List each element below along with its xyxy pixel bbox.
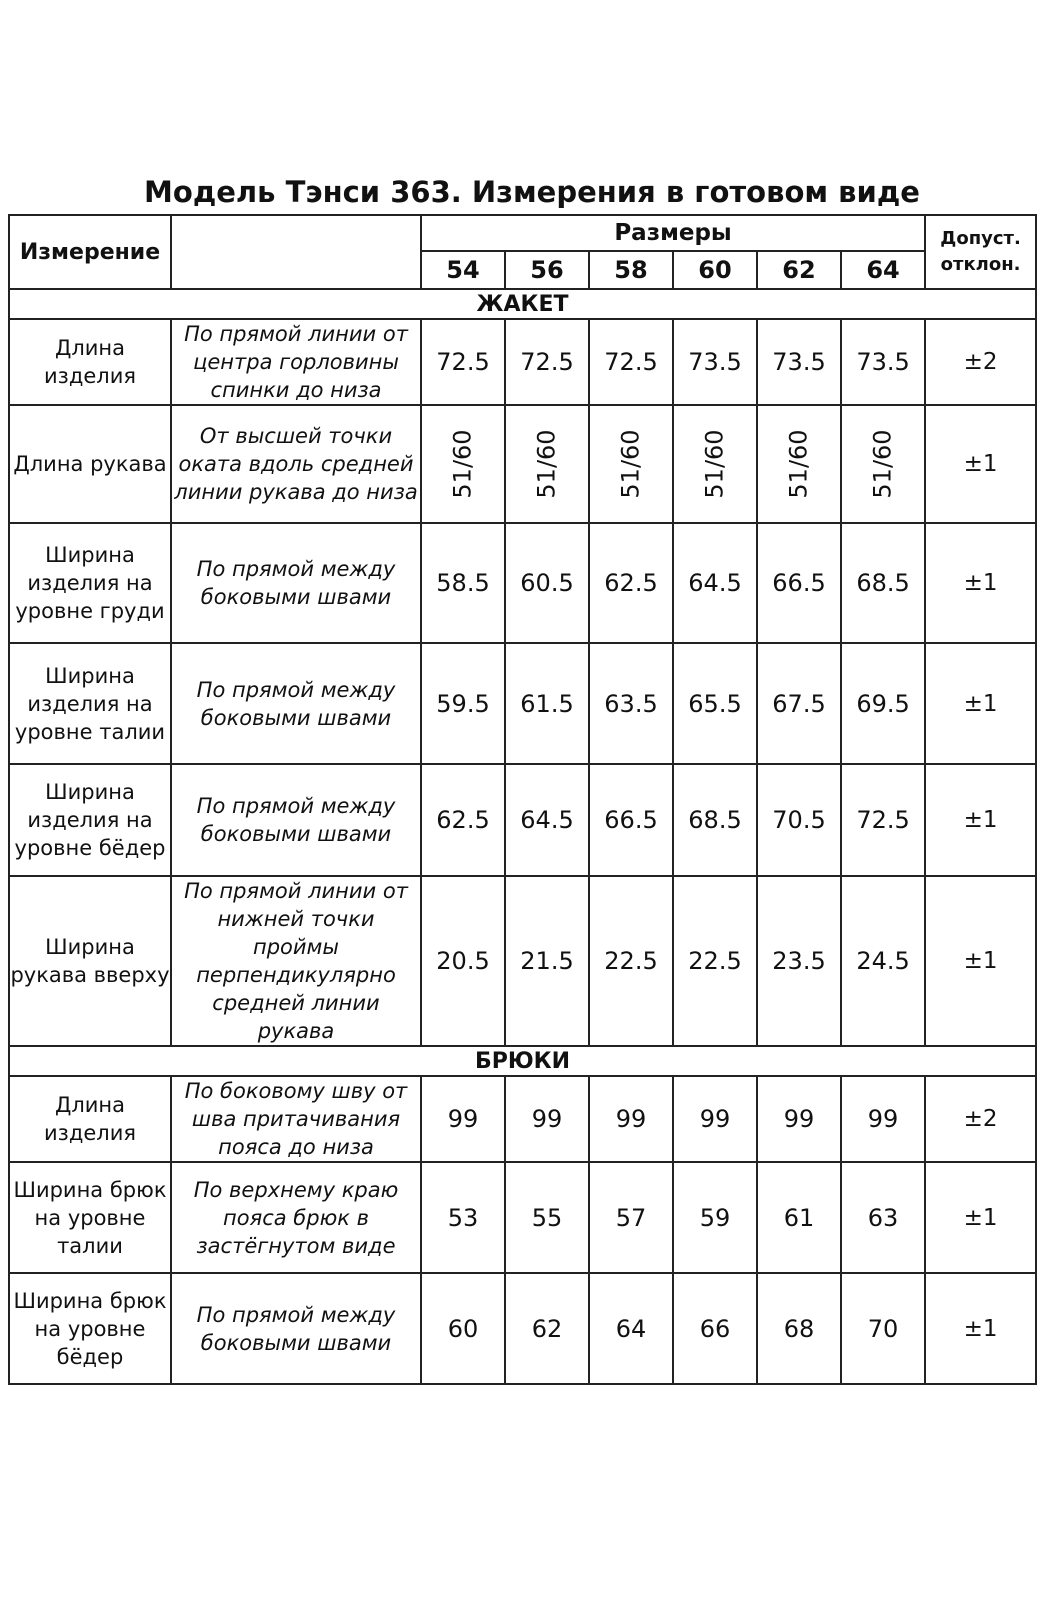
- value-cell: 66.5: [589, 764, 673, 876]
- table-row: [9, 319, 1036, 405]
- size-header: 54: [421, 251, 505, 289]
- value-cell: 55: [505, 1162, 589, 1273]
- value-cell: 59: [673, 1162, 757, 1273]
- value-cell: 58.5: [421, 523, 505, 643]
- value-text: 51/60: [784, 429, 813, 499]
- value-cell: 73.5: [841, 319, 925, 405]
- value-cell: 66.5: [757, 523, 841, 643]
- measure-description: По прямой между боковыми швами: [171, 523, 421, 643]
- value-cell: 61: [757, 1162, 841, 1273]
- tolerance-cell: ±1: [925, 1273, 1036, 1384]
- table-body: [9, 215, 1036, 1384]
- value-cell: 72.5: [589, 319, 673, 405]
- measure-name: Ширина изделия на уровне груди: [9, 523, 171, 643]
- value-cell: 64.5: [673, 523, 757, 643]
- size-header: 62: [757, 251, 841, 289]
- tolerance-cell: ±1: [925, 1162, 1036, 1273]
- value-cell: 69.5: [841, 643, 925, 764]
- size-header: 64: [841, 251, 925, 289]
- section-title: БРЮКИ: [9, 1046, 1036, 1076]
- value-cell: 59.5: [421, 643, 505, 764]
- measure-description: По прямой между боковыми швами: [171, 764, 421, 876]
- table-row: [9, 1076, 1036, 1162]
- value-cell: 64: [589, 1273, 673, 1384]
- measure-description: По боковому шву от шва притачивания пояса до низа: [171, 1076, 421, 1162]
- value-cell: [841, 405, 925, 523]
- measure-description: По прямой между боковыми швами: [171, 643, 421, 764]
- value-cell: 23.5: [757, 876, 841, 1046]
- measurements-table: [8, 214, 1037, 1385]
- value-cell: 70: [841, 1273, 925, 1384]
- page-title: Модель Тэнси 363. Измерения в готовом виде: [144, 175, 920, 209]
- tolerance-cell: ±1: [925, 764, 1036, 876]
- value-text: 51/60: [532, 429, 561, 499]
- measure-description: По верхнему краю пояса брюк в застёгнутом виде: [171, 1162, 421, 1273]
- section-title: ЖАКЕТ: [9, 289, 1036, 319]
- measure-header: Измерение: [9, 215, 171, 289]
- table-row: [9, 1162, 1036, 1273]
- value-text: 51/60: [448, 429, 477, 499]
- value-text: 51/60: [616, 429, 645, 499]
- value-cell: 60: [421, 1273, 505, 1384]
- value-cell: 73.5: [757, 319, 841, 405]
- value-text: 51/60: [700, 429, 729, 499]
- table-row: [9, 643, 1036, 764]
- tolerance-cell: ±1: [925, 523, 1036, 643]
- tolerance-cell: ±2: [925, 1076, 1036, 1162]
- value-cell: 62: [505, 1273, 589, 1384]
- measure-description: От высшей точки оката вдоль средней линии рукава до низа: [171, 405, 421, 523]
- table-row: [9, 1273, 1036, 1384]
- value-cell: [421, 405, 505, 523]
- size-header: 56: [505, 251, 589, 289]
- measure-name: Ширина изделия на уровне бёдер: [9, 764, 171, 876]
- measure-name: Длина изделия: [9, 1076, 171, 1162]
- value-cell: [505, 405, 589, 523]
- value-cell: 22.5: [673, 876, 757, 1046]
- header-row: [9, 215, 1036, 251]
- value-cell: 73.5: [673, 319, 757, 405]
- tolerance-header: Допуст. отклон.: [925, 215, 1036, 289]
- value-cell: 61.5: [505, 643, 589, 764]
- value-cell: [757, 405, 841, 523]
- table-row: [9, 523, 1036, 643]
- value-cell: 21.5: [505, 876, 589, 1046]
- value-cell: 68.5: [841, 523, 925, 643]
- measure-name: Ширина брюк на уровне бёдер: [9, 1273, 171, 1384]
- tolerance-cell: ±1: [925, 643, 1036, 764]
- table-row: [9, 764, 1036, 876]
- section-row: [9, 1046, 1036, 1076]
- value-cell: 99: [421, 1076, 505, 1162]
- value-cell: 66: [673, 1273, 757, 1384]
- value-cell: 53: [421, 1162, 505, 1273]
- value-cell: 67.5: [757, 643, 841, 764]
- value-cell: 20.5: [421, 876, 505, 1046]
- measure-name: Длина изделия: [9, 319, 171, 405]
- value-cell: 22.5: [589, 876, 673, 1046]
- value-cell: 63: [841, 1162, 925, 1273]
- size-header: 58: [589, 251, 673, 289]
- measure-description: По прямой между боковыми швами: [171, 1273, 421, 1384]
- value-cell: 99: [841, 1076, 925, 1162]
- value-cell: 99: [757, 1076, 841, 1162]
- value-cell: 99: [505, 1076, 589, 1162]
- value-cell: 62.5: [589, 523, 673, 643]
- value-cell: 24.5: [841, 876, 925, 1046]
- measure-name: Ширина брюк на уровне талии: [9, 1162, 171, 1273]
- measure-description: По прямой линии от нижней точки проймы перпендикулярно средней линии рукава: [171, 876, 421, 1046]
- value-cell: 70.5: [757, 764, 841, 876]
- value-cell: 68: [757, 1273, 841, 1384]
- value-cell: 62.5: [421, 764, 505, 876]
- value-cell: 63.5: [589, 643, 673, 764]
- value-cell: 65.5: [673, 643, 757, 764]
- value-cell: 57: [589, 1162, 673, 1273]
- value-cell: 60.5: [505, 523, 589, 643]
- value-cell: 72.5: [421, 319, 505, 405]
- value-cell: 72.5: [505, 319, 589, 405]
- measure-name: Ширина изделия на уровне талии: [9, 643, 171, 764]
- value-cell: 64.5: [505, 764, 589, 876]
- description-header: [171, 215, 421, 289]
- value-cell: 68.5: [673, 764, 757, 876]
- measure-name: Длина рукава: [9, 405, 171, 523]
- tolerance-cell: ±2: [925, 319, 1036, 405]
- value-cell: 72.5: [841, 764, 925, 876]
- sizes-header: Размеры: [421, 215, 925, 251]
- value-cell: 99: [589, 1076, 673, 1162]
- value-cell: [673, 405, 757, 523]
- table-row: [9, 405, 1036, 523]
- value-cell: [589, 405, 673, 523]
- section-row: [9, 289, 1036, 319]
- value-text: 51/60: [869, 429, 898, 499]
- measure-description: По прямой линии от центра горловины спинки до низа: [171, 319, 421, 405]
- tolerance-cell: ±1: [925, 876, 1036, 1046]
- table-row: [9, 876, 1036, 1046]
- tolerance-cell: ±1: [925, 405, 1036, 523]
- value-cell: 99: [673, 1076, 757, 1162]
- size-header: 60: [673, 251, 757, 289]
- measure-name: Ширина рукава вверху: [9, 876, 171, 1046]
